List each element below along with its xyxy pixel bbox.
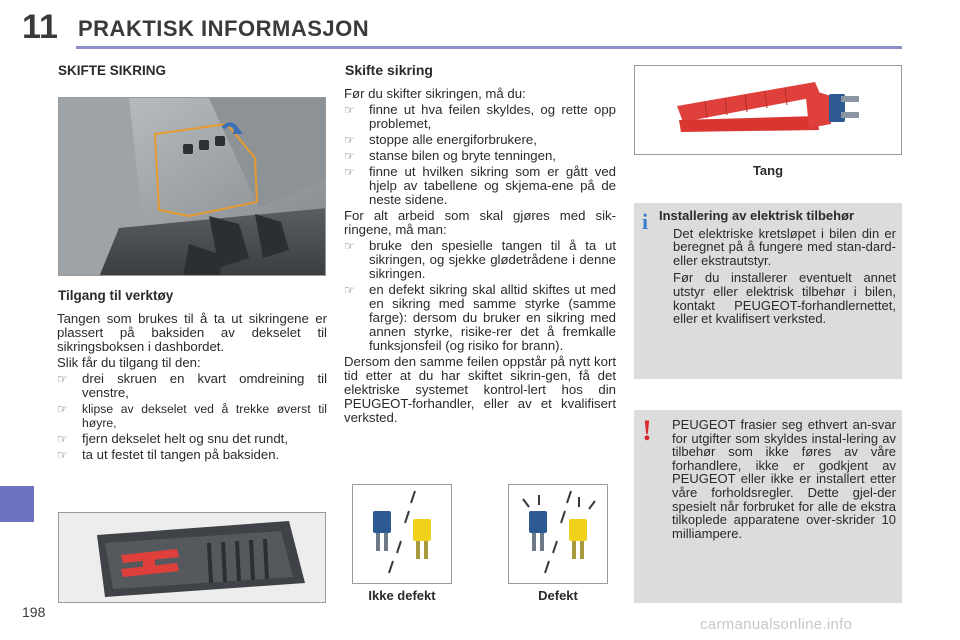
- pointing-hand-icon: ☞: [344, 133, 355, 147]
- pointing-hand-icon: ☞: [344, 149, 355, 163]
- left-body: [57, 312, 327, 464]
- subtitle-tilgang: Tilgang til verktøy: [58, 288, 174, 303]
- warning-icon: !: [642, 414, 652, 447]
- chapter-side-tab: [0, 486, 34, 522]
- pointing-hand-icon: ☞: [57, 372, 68, 386]
- warning-box-liability: [634, 410, 902, 603]
- middle-body: [344, 87, 616, 425]
- middle-steps-list-2: [344, 239, 616, 353]
- fuse-ok-illustration: [353, 485, 452, 584]
- warning-text: PEUGEOT frasier seg ethvert an-svar for utgifter som skyldes instal-lering av tilbehør som ikke føres av våre forhandlere, ikke er godkjent av PEUGEOT eller ikke er installert etter våre forholdsregler. Dette gjel-der spesielt når forbruket for alle de ekstra tilkoplede apparatene over-skrider 10 milliampere.: [672, 417, 896, 541]
- fuse-tool-photo: [634, 65, 902, 155]
- info-title: Installering av elektrisk tilbehør: [659, 208, 855, 223]
- page-number: 198: [22, 604, 46, 620]
- middle-lead-1: Før du skifter sikringen, må du:: [344, 86, 526, 101]
- fuse-blown-photo: [508, 484, 608, 584]
- header-rule: [76, 46, 902, 49]
- chapter-number: 11: [22, 8, 58, 46]
- dashboard-photo: [58, 97, 326, 276]
- caption-tool: Tang: [752, 163, 784, 178]
- middle-lead-2: For alt arbeid som skal gjøres med sik-ringene, må man:: [344, 208, 616, 237]
- list-item: ☞ finne ut hvilken sikring som er gått ved hjelp av tabellene og skjema-ene på de neste sidene.: [344, 164, 616, 207]
- pointing-hand-icon: ☞: [344, 103, 355, 117]
- info-icon: i: [642, 209, 649, 234]
- list-item: ☞ klipse av dekselet ved å trekke øverst til høyre,: [57, 402, 327, 430]
- pointing-hand-icon: ☞: [344, 283, 355, 297]
- list-item: ☞ ta ut festet til tangen på baksiden.: [57, 447, 280, 462]
- info-text: [659, 209, 896, 330]
- list-item: ☞ stoppe alle energiforbrukere,: [344, 132, 537, 147]
- info-paragraph: Det elektriske kretsløpet i bilen din er beregnet på å fungere med stan-dard- eller ekstrautstyr.: [673, 225, 896, 268]
- pointing-hand-icon: ☞: [344, 165, 355, 179]
- pointing-hand-icon: ☞: [57, 432, 68, 446]
- caption-fuse-ok: Ikke defekt: [368, 588, 436, 603]
- left-steps-list: [57, 372, 327, 462]
- middle-closing: Dersom den samme feilen oppstår på nytt kort tid etter at du har skiftet sikrin-gen, få det elektriske systemet kontrol-lert hos din PEUGEOT-forhandler, eller av et kvalifisert verksted.: [344, 354, 616, 425]
- list-item: ☞ stanse bilen og bryte tenningen,: [344, 148, 556, 163]
- caption-fuse-blown: Defekt: [538, 588, 578, 603]
- fuse-puller-illustration: [635, 66, 902, 155]
- middle-steps-list-1: [344, 103, 616, 207]
- pointing-hand-icon: ☞: [344, 239, 355, 253]
- list-item: ☞ en defekt sikring skal alltid skiftes ut med en sikring med samme styrke (samme farge): dersom du bruker en sikring med annen styrke, risike-rer det å fremkalle funksjonsfeil (og risiko for brann).: [344, 282, 616, 353]
- list-item: ☞ finne ut hva feilen skyldes, og rette opp problemet,: [344, 102, 616, 131]
- dashboard-fusebox-illustration: [59, 98, 326, 276]
- chapter-title: PRAKTISK INFORMASJON: [78, 16, 370, 41]
- fuse-cover-illustration: [59, 513, 326, 603]
- fuse-ok-photo: [352, 484, 452, 584]
- left-lead: Slik får du tilgang til den:: [57, 355, 201, 370]
- info-box-accessories: [634, 203, 902, 379]
- watermark: carmanualsonline.info: [700, 616, 853, 633]
- pointing-hand-icon: ☞: [57, 448, 68, 462]
- left-intro: Tangen som brukes til å ta ut sikringene er plassert på baksiden av dekselet til sikringsboksen i dashbordet.: [57, 311, 327, 354]
- list-item: ☞ fjern dekselet helt og snu det rundt,: [57, 431, 289, 446]
- fuse-blown-illustration: [509, 485, 608, 584]
- section-title-skifte-sikring: SKIFTE SIKRING: [58, 63, 167, 78]
- pointing-hand-icon: ☞: [57, 402, 68, 416]
- list-item: ☞ drei skruen en kvart omdreining til venstre,: [57, 371, 327, 400]
- fuse-cover-photo: [58, 512, 326, 603]
- list-item: ☞ bruke den spesielle tangen til å ta ut sikringen, og sjekke glødetrådene i denne sikringen.: [344, 238, 616, 281]
- section-title-skifte: Skifte sikring: [345, 62, 433, 78]
- info-paragraph: Før du installerer eventuelt annet utstyr eller elektrisk tilbehør i bilen, kontakt PEUGEOT-forhandlernettet, eller et kvalifisert verksted.: [673, 270, 896, 327]
